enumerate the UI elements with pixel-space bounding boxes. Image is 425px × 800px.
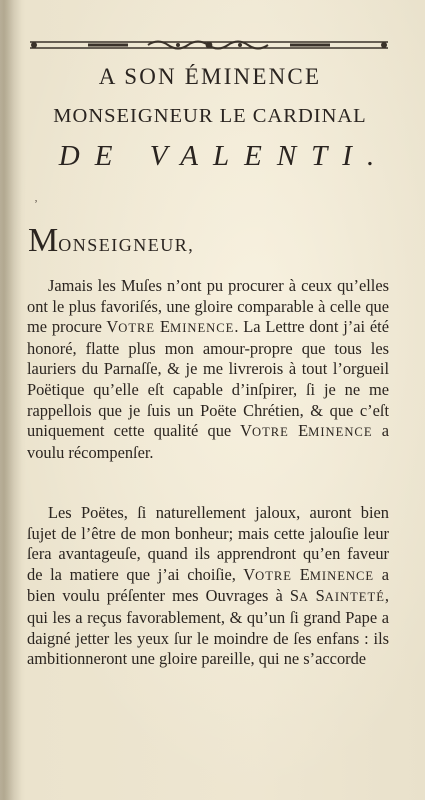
salutation-initial: M [28,222,59,259]
paragraph-2-text-b: a bien voulu préſenter mes Ouvrages à [27,564,390,606]
votre-eminence-smallcaps-2: VOTRE EMINENCE [240,421,373,441]
paragraph-1 [27,276,389,463]
gutter-shadow [0,0,22,800]
paragraph-2-text-c: , qui les a reçus favorablement, & qu’un ſi grand Pape a daigné jetter les yeux ſur le moindre de ſes enfans : ils ambitionneront une gloire pareille, qui ne s’accorde [27,586,389,669]
salutation [28,222,194,260]
paragraph-1-text-b: . La Lettre dont j’ai été honoré, flatte plus mon amour-propre que tous les lauriers du Parnaſſe, & je me livrerois à tout l’orgueil Poëtique qu’elle eſt capable d’inſpirer, ſi je ne me rappellois que je ſuis un Poëte Chrétien, & que c’eſt uniquement cette qualité que [27,317,389,441]
printers-ornament-rule [28,38,390,52]
dedication-line-1: A SON ÉMINENCE [98,64,322,89]
votre-eminence-smallcaps: VOTRE EMINENCE [106,317,235,337]
votre-eminence-smallcaps-3: VOTRE EMINENCE [243,564,375,584]
sa-saintete-smallcaps: SA SAINTETÉ [289,586,385,606]
paragraph-2 [27,503,389,670]
stray-ink-mark: ‚ [34,190,38,204]
paragraph-2-text-a: Les Poëtes, ſi naturellement jaloux, auront bien ſujet de l’être de mon bonheur; mais cette jalouſie leur ſera avantageuſe, quand ils apprendront qu’en faveur de la matiere que j’ai choiſie, [27,503,389,584]
paragraph-1-text-c: a voulu récompenſer. [27,421,389,462]
dedication-line-2: MONSEIGNEUR LE CARDINAL [53,105,367,127]
dedication-line-3: DE VALENTI. [58,140,390,172]
paragraph-1-text-a: Jamais les Muſes n’ont pu procurer à ceux qu’elles ont le plus favoriſés, une gloire comparable à celle que me procure [27,276,389,337]
salutation-rest: ONSEIGNEUR, [58,235,195,255]
